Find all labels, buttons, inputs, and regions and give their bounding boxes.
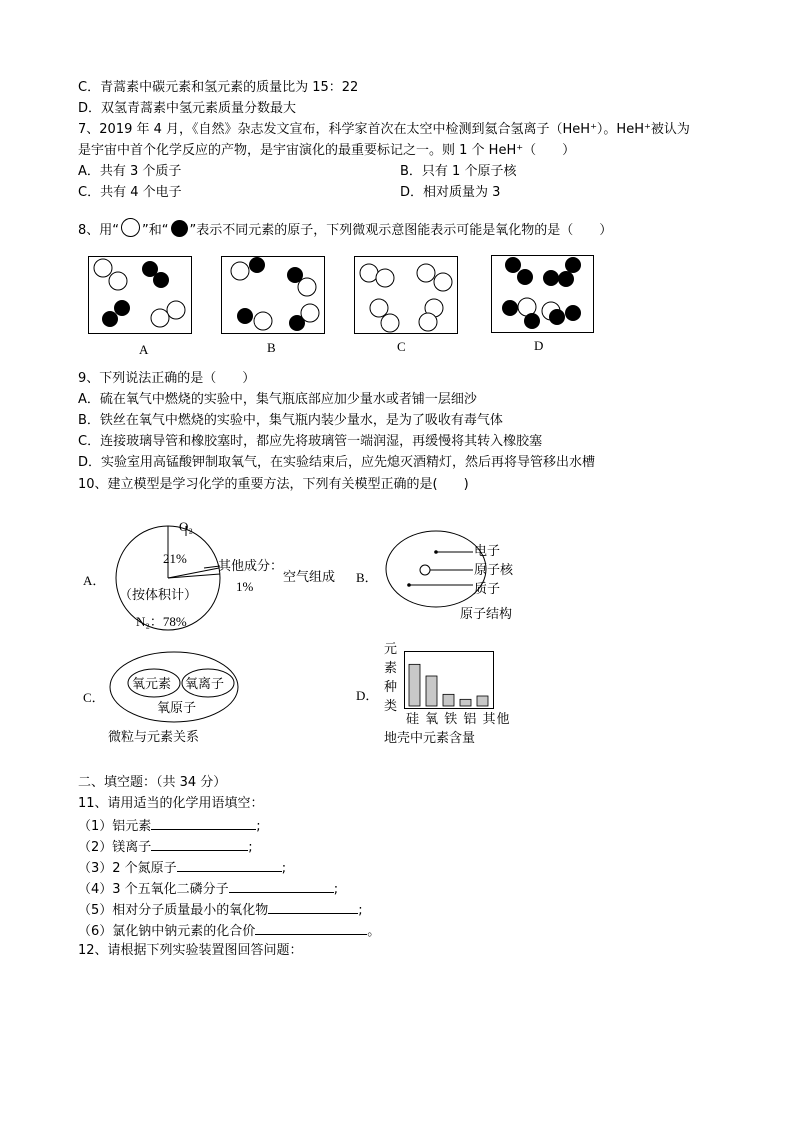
answer-blank[interactable] <box>229 879 334 893</box>
q11-item <box>78 921 380 940</box>
q10-a-1-label: 1% <box>236 579 254 594</box>
q10-c-caption: 微粒与元素关系 <box>108 730 200 745</box>
q8-stem-pre: 8、用“ <box>78 223 120 238</box>
q7-stem-line2: 是宇宙中首个化学反应的产物，是宇宙演化的最重要标记之一。则 1 个 HeH⁺（ ） <box>78 143 576 158</box>
q8-stem-mid: ”和“ <box>142 223 169 238</box>
q10-c-ion-label: 氧离子 <box>185 677 225 692</box>
q10-d-ylabel-char: 类 <box>384 699 398 714</box>
q11-item-label: （6）氯化钠中钠元素的化合价 <box>78 924 256 939</box>
q11-item-label: （5）相对分子质量最小的氧化物 <box>78 903 269 918</box>
q11-item-label: （3）2 个氮原子 <box>78 861 177 876</box>
q12-stem: 12、请根据下列实验装置图回答问题： <box>78 943 303 958</box>
bar-硅 <box>409 664 420 706</box>
q10-b-nucleus-label: 原子核 <box>474 563 514 578</box>
q10-c-letter: C． <box>83 690 105 705</box>
q10-a-volume-label: （按体积计） <box>119 588 198 603</box>
q10-a-letter: A． <box>83 573 106 588</box>
q8-diagram-a <box>88 256 192 334</box>
q10-d-ylabel-char: 素 <box>384 661 398 676</box>
q11-item-label: （4）3 个五氧化二磷分子 <box>78 882 229 897</box>
q11-item <box>78 837 253 856</box>
q6-option-c: C．青蒿素中碳元素和氢元素的质量比为 15：22 <box>78 80 359 95</box>
q10-b-electron-label: 电子 <box>474 544 501 559</box>
answer-blank[interactable] <box>268 900 358 914</box>
q11-item <box>78 900 363 919</box>
q9-option-b: B．铁丝在氧气中燃烧的实验中，集气瓶内装少量水，是为了吸收有毒气体 <box>78 413 503 428</box>
q10-a-other-label: 其他成分： <box>218 559 284 574</box>
q11-item-end: 。 <box>367 924 381 939</box>
q11-item-end: ; <box>248 840 253 855</box>
q7-option-b: B．只有 1 个原子核 <box>400 164 517 179</box>
answer-blank[interactable] <box>255 921 367 935</box>
q11-item-label: （1）铝元素 <box>78 819 152 834</box>
q7-stem-line1: 7、2019 年 4 月，《自然》杂志发文宣布，科学家首次在太空中检测到氦合氢离子（HeH⁺）。HeH⁺被认为 <box>78 122 690 137</box>
q10-d-ylabel-char: 元 <box>384 642 398 657</box>
q8-label-b: B <box>267 340 276 355</box>
q8-diagram-c <box>354 256 458 334</box>
q8-diagram-b <box>221 256 325 334</box>
q11-item <box>78 879 338 898</box>
q10-d-ylabel-char: 种 <box>384 680 398 695</box>
q10-b-proton-label: 质子 <box>474 582 501 597</box>
bar-铝 <box>460 699 471 706</box>
q8-stem <box>78 218 612 239</box>
q11-item-end: ; <box>281 861 287 876</box>
q9-option-d: D．实验室用高锰酸钾制取氧气，在实验结束后，应先熄灭酒精灯，然后再将导管移出水槽 <box>78 455 596 470</box>
q7-option-d: D．相对质量为 3 <box>400 185 501 200</box>
q8-diagram-d <box>491 255 594 333</box>
q8-label-d: D <box>534 338 544 353</box>
q11-stem: 11、请用适当的化学用语填空： <box>78 796 264 811</box>
bar-氧 <box>426 676 437 706</box>
q11-item <box>78 816 261 835</box>
q10-d-xlabels: 硅 氧 铁 铝 其他 <box>406 712 511 727</box>
q10-a-21-label: 21% <box>163 551 187 566</box>
q11-item-end: ; <box>358 903 363 918</box>
q9-option-a: A．硫在氧气中燃烧的实验中，集气瓶底部应加少量水或者铺一层细沙 <box>78 392 477 407</box>
answer-blank[interactable] <box>151 816 256 830</box>
q10-a-o2-label: O₂ <box>179 519 193 534</box>
section2-heading: 二、填空题：（共 34 分） <box>78 775 227 790</box>
q10-c-element-label: 氧元素 <box>132 677 172 692</box>
q10-b-caption: 原子结构 <box>460 607 513 622</box>
q10-d-letter: D． <box>356 688 379 703</box>
q10-stem: 10、建立模型是学习化学的重要方法，下列有关模型正确的是( ) <box>78 477 469 492</box>
q7-option-a: A．共有 3 个质子 <box>78 164 182 179</box>
q7-option-c: C．共有 4 个电子 <box>78 185 182 200</box>
q9-stem: 9、下列说法正确的是（ ） <box>78 371 256 386</box>
white-atom-icon <box>121 218 140 237</box>
answer-blank[interactable] <box>151 837 248 851</box>
q10-a-n2-label: N₂：78% <box>136 614 187 629</box>
bar-铁 <box>443 694 454 706</box>
q10-d-bar-chart <box>404 651 494 709</box>
q11-item-end: ; <box>333 882 339 897</box>
bar-其他 <box>477 696 488 706</box>
q9-option-c: C．连接玻璃导管和橡胶塞时，都应先将玻璃管一端润湿，再缓慢将其转入橡胶塞 <box>78 434 543 449</box>
q11-item <box>78 858 286 877</box>
q6-option-d: D．双氢青蒿素中氢元素质量分数最大 <box>78 101 297 116</box>
q10-b-letter: B． <box>356 570 378 585</box>
q10-a-caption: 空气组成 <box>283 570 336 585</box>
q8-label-c: C <box>397 339 406 354</box>
q8-stem-post: ”表示不同元素的原子，下列微观示意图能表示可能是氧化物的是（ ） <box>189 223 613 238</box>
q8-label-a: A <box>139 342 149 357</box>
q10-c-atom-label: 氧原子 <box>157 701 197 716</box>
q10-d-ylabel <box>384 640 400 716</box>
q11-item-end: ; <box>256 819 261 834</box>
black-atom-icon <box>171 220 188 237</box>
q11-item-label: （2）镁离子 <box>78 840 152 855</box>
q10-d-caption: 地壳中元素含量 <box>384 731 476 746</box>
answer-blank[interactable] <box>177 858 282 872</box>
